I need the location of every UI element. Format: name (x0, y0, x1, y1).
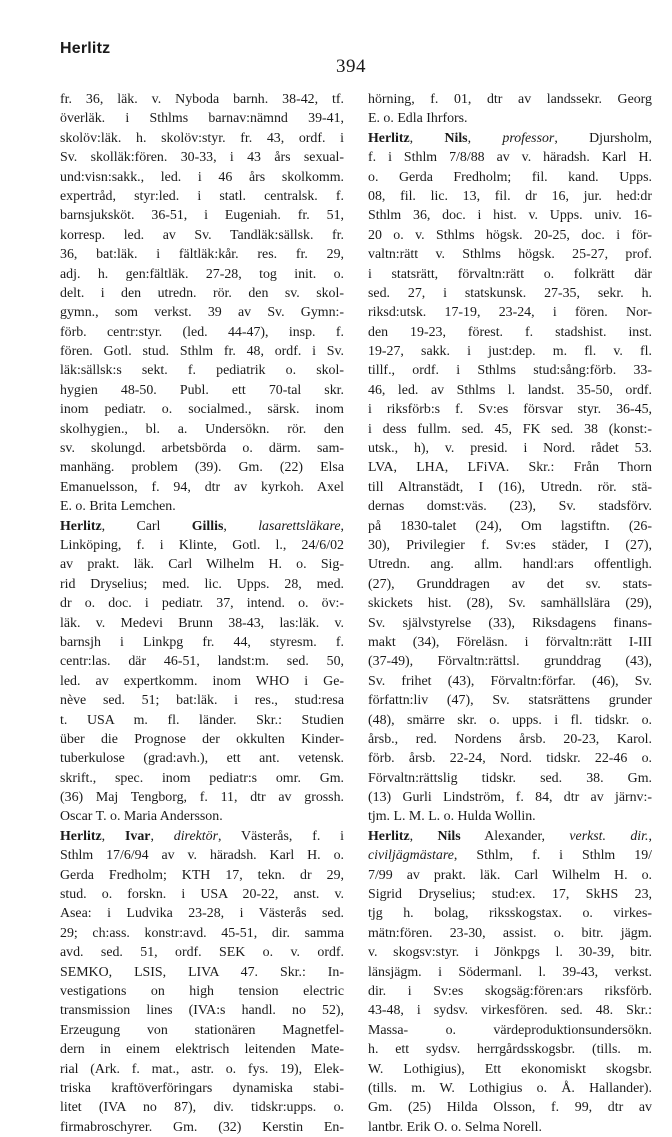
text-segment: barnsjh i Linkpg fr. 44, styresm. f. (60, 634, 344, 650)
text-segment: , Sthlm, f. i Sthlm 19/ (453, 848, 652, 864)
text-line (368, 614, 652, 633)
text-segment: 43-48, i sydsv. virkesfören. sed. 48. Skr.: (368, 1003, 652, 1019)
text-segment: Oscar T. o. Maria Andersson. (60, 809, 223, 825)
text-segment: tillf., ordf. i Sthlms stud:sång:förb. 33- (368, 363, 652, 379)
text-segment: Sv. självstyrelse (33), Riksdagens finans- (368, 615, 652, 631)
text-segment: , (223, 518, 259, 534)
text-line (368, 672, 652, 691)
text-segment: läk:sällsk:s sekt. f. pediatrik o. skol- (60, 363, 344, 379)
text-line (368, 536, 652, 555)
text-segment: länsjägm. i Södermanl. l. 39-43, verkst. (368, 964, 652, 980)
text-line (368, 1079, 652, 1098)
text-segment: , Carl (101, 518, 192, 534)
text-segment: über die Prognose der okkulten Kinder- (60, 731, 344, 747)
text-line (368, 226, 652, 245)
text-line (368, 1001, 652, 1020)
text-segment: Sigrid Dryselius; stud:ex. 17, SkHS 23, (368, 887, 652, 903)
text-segment: (13) Gurli Lindström, f. 84, dtr av järnv:- (368, 790, 652, 806)
text-segment: riksd:utsk. 17-19, 23-24, i fören. Nor- (368, 305, 652, 321)
text-segment: skrift., spec. inom pediatr:s omr. Gm. (60, 770, 344, 786)
text-line (368, 478, 652, 497)
text-line (60, 284, 344, 303)
text-segment: författn:liv (47), Sv. statsrättens grunder (368, 693, 652, 709)
text-line (368, 361, 652, 380)
text-segment: förb. årsb. 22-24, Nord. tidskr. 22-46 o. (368, 751, 652, 767)
text-segment: Linköping, f. i Klinte, Gotl. l., 24/6/02 (60, 537, 344, 553)
text-line (60, 1040, 344, 1059)
text-segment: , (409, 828, 438, 844)
text-line (368, 749, 652, 768)
text-line (60, 711, 344, 730)
text-line (368, 846, 652, 865)
text-line (60, 109, 344, 128)
entry-title: professor (502, 130, 555, 146)
text-segment: skolhygien., bl. a. Undersökn. rör. den (60, 421, 344, 437)
text-line (368, 497, 652, 516)
text-segment: h. ett sydsv. herrgårdsskogsbr. (tills. m. (368, 1042, 652, 1058)
text-line (368, 303, 652, 322)
text-line (60, 885, 344, 904)
entry-name: Nils (444, 130, 468, 146)
text-line (368, 807, 652, 826)
text-line (368, 420, 652, 439)
text-segment: i riksförb:s f. Sv:es försvar styr. 36-45, (368, 402, 652, 418)
text-segment: f. i Sthlm 7/8/88 av v. häradsh. Karl H. (368, 150, 652, 166)
text-segment: SEMKO, LSIS, LIVA 47. Skr.: In- (60, 964, 344, 980)
text-line (368, 575, 652, 594)
text-segment: 19-27, sakk. i just:dep. m. fl. v. fl. (368, 344, 652, 360)
text-segment: , (409, 130, 445, 146)
text-line (60, 1021, 344, 1040)
text-segment: Asea: i Ludvika 23-28, i Västerås sed. (60, 906, 344, 922)
text-line (60, 129, 344, 148)
text-line (368, 904, 652, 923)
text-segment: tjm. L. M. L. o. Hulda Wollin. (368, 809, 536, 825)
text-line (368, 400, 652, 419)
text-line (368, 323, 652, 342)
text-segment: rid Dryselius; med. lic. Upps. 28, med. (60, 576, 344, 592)
text-line (368, 458, 652, 477)
text-segment: tuberkulose (grad:avh.), ett ant. vetensk. (60, 751, 344, 767)
text-segment: , Västerås, f. i (218, 828, 344, 844)
text-line (368, 963, 652, 982)
text-segment: 36, bat:läk. i fältläk:kår. res. fr. 29, (60, 247, 344, 263)
text-segment: vestigations on high tension electric (60, 983, 344, 999)
text-line (60, 536, 344, 555)
entry-name: Ivar (124, 828, 151, 844)
text-segment: und:visn:sakk., led. i 46 års skolkomm. (60, 169, 344, 185)
text-segment: inom pediatr. o. socialmed., särsk. inom (60, 402, 344, 418)
text-line (368, 90, 652, 109)
text-segment: tjg h. bolag, riksskogstax. o. virkes- (368, 906, 652, 922)
text-segment: korresp. led. av Sv. Tandläk:sällsk. fr. (60, 227, 344, 243)
text-segment: firmabroschyrer. Gm. (32) Kerstin En- (60, 1119, 344, 1135)
text-segment: delt. i den utredn. rör. den sv. skol- (60, 285, 344, 301)
text-segment: stud. o. forskn. i USA 20-22, anst. v. (60, 887, 344, 903)
text-line (60, 672, 344, 691)
text-segment: fr. 36, läk. v. Nyboda barnh. 38-42, tf. (60, 92, 344, 107)
text-line (60, 303, 344, 322)
text-segment: rial (Ark. f. mat., astr. o. fys. 19), Elek- (60, 1061, 344, 1077)
entry-name: Herlitz (368, 130, 410, 146)
text-segment: lantbr. Erik O. o. Selma Norell. (368, 1119, 542, 1135)
text-line (368, 1098, 652, 1117)
text-line (60, 555, 344, 574)
text-line (368, 109, 652, 128)
text-line (60, 1098, 344, 1117)
text-line (60, 323, 344, 342)
text-line (368, 827, 652, 846)
text-segment: sed. 27, i statskunsk. 27-35, sekr. h. (368, 285, 652, 301)
entry-name: Nils (437, 828, 461, 844)
text-segment: (27), Grunddragen av det sv. stats- (368, 576, 652, 592)
text-segment: , (467, 130, 503, 146)
text-line (60, 904, 344, 923)
text-line (60, 439, 344, 458)
text-segment: (36) Maj Tengborg, f. 11, dtr av grossh. (60, 790, 344, 806)
text-line (60, 168, 344, 187)
text-line (60, 245, 344, 264)
text-line (368, 1040, 652, 1059)
text-line (60, 594, 344, 613)
text-segment: fören. Gotl. stud. Sthlm fr. 48, ordf. i Sv. (60, 344, 344, 360)
text-line (368, 129, 652, 148)
text-line (368, 245, 652, 264)
text-line (368, 924, 652, 943)
text-segment: o. Gerda Fredholm; fil. kand. Upps. (368, 169, 652, 185)
text-line (368, 1021, 652, 1040)
text-segment: , (340, 518, 344, 534)
text-line (60, 206, 344, 225)
entry-name: Herlitz (60, 518, 102, 534)
text-line (60, 827, 344, 846)
text-segment: i dess fullm. sed. 45, FK sed. 38 (konst:- (368, 421, 652, 437)
text-line (368, 148, 652, 167)
text-line (60, 963, 344, 982)
entry-title: lasarettsläkare (258, 518, 341, 534)
text-line (60, 769, 344, 788)
text-segment: på 1830-talet (24), Om lagstiftn. (26- (368, 518, 652, 534)
text-line (368, 730, 652, 749)
entry-title: direktör (173, 828, 218, 844)
entry-name: Herlitz (368, 828, 410, 844)
text-segment: hörning, f. 01, dtr av landssekr. Georg (368, 92, 652, 107)
entry-name: Herlitz (60, 828, 102, 844)
text-segment: Utredn. ang. allm. handl:ars offentligh. (368, 557, 652, 573)
text-segment: dir. i Sv:es skogsäg:fören:ars riksförb. (368, 983, 652, 999)
text-segment: nève sed. 51; bat:läk. i res., stud:resa (60, 693, 344, 709)
entry-name: Gillis (191, 518, 224, 534)
text-line (368, 187, 652, 206)
text-line (60, 226, 344, 245)
text-segment: läk. v. Medevi Brunn 38-43, las:läk. v. (60, 615, 344, 631)
text-segment: centr:las. där 46-51, landst:m. sed. 50, (60, 654, 344, 670)
text-segment: transmission lines (IVA:s handl. no 52), (60, 1003, 344, 1019)
text-line (368, 866, 652, 885)
text-segment: 46, led. av Sthlms l. landst. 35-50, ordf. (368, 382, 652, 398)
text-line (368, 943, 652, 962)
text-line (60, 614, 344, 633)
text-segment: skickets hist. (28), Sv. samhällslära (29), (368, 596, 652, 612)
text-segment: dern in einem elektrisch leitenden Mate- (60, 1042, 344, 1058)
text-segment: E. o. Brita Lemchen. (60, 499, 176, 515)
text-segment: (tills. m. W. Lothigius o. Å. Hallander). (368, 1080, 652, 1096)
text-line (368, 517, 652, 536)
text-segment: förb. centr:styr. (led. 44-47), insp. f. (60, 324, 344, 340)
text-segment: t. USA m. fl. länder. Skr.: Studien (60, 712, 344, 728)
running-head: Herlitz (60, 40, 111, 57)
text-line (368, 594, 652, 613)
text-segment: led. av expertkomm. inom WHO i Ge- (60, 673, 344, 689)
text-line (60, 866, 344, 885)
text-segment: gymn., som verkst. 39 av Sv. Gymn:- (60, 305, 344, 321)
text-line (60, 1060, 344, 1079)
text-segment: avd. sed. 51, ordf. SEK o. v. ordf. (60, 945, 344, 961)
text-line (368, 381, 652, 400)
text-line (60, 943, 344, 962)
text-line (368, 711, 652, 730)
entry-title: verkst. dir. (569, 828, 649, 844)
text-segment: Alexander, (460, 828, 570, 844)
text-line (60, 730, 344, 749)
text-segment: (48), smärre skr. o. upps. i fl. tidskr. o. (368, 712, 652, 728)
text-segment: , (150, 828, 174, 844)
text-segment: Massa- o. värdeproduktionsundersökn. (368, 1022, 652, 1038)
text-line (368, 555, 652, 574)
text-segment: skolöv:läk. h. skolöv:styr. fr. 43, ordf. i (60, 130, 344, 146)
text-segment: årsb., red. Nordens årsb. 20-23, Karol. (368, 731, 652, 747)
text-segment: Sv. skolläk:fören. 30-33, i 43 års sexual- (60, 150, 344, 166)
text-segment: mätn:fören. 23-30, assist. o. bitr. jägm. (368, 925, 652, 941)
text-line (60, 788, 344, 807)
text-line (60, 381, 344, 400)
text-line (368, 168, 652, 187)
text-segment: , (648, 828, 652, 844)
text-segment: , Djursholm, (554, 130, 653, 146)
text-segment: manhäng. problem (39). Gm. (22) Elsa (60, 460, 344, 476)
text-segment: valtn:rätt v. Sthlms högsk. 25-27, prof. (368, 247, 652, 263)
text-line (60, 1079, 344, 1098)
text-segment: av prakt. läk. Carl Wilhelm H. o. Sig- (60, 557, 344, 573)
text-segment: W. Lothigius), Ett ekonomiskt skogsbr. (368, 1061, 652, 1077)
text-line (60, 265, 344, 284)
text-line (368, 342, 652, 361)
text-line (60, 148, 344, 167)
text-line (60, 691, 344, 710)
text-segment: LVA, LHA, LFiVA. Skr.: Från Thorn (368, 460, 652, 476)
text-line (60, 924, 344, 943)
text-segment: 29; ch:ass. konstr:avd. 45-51, dir. samma (60, 925, 344, 941)
text-line (60, 575, 344, 594)
text-line (368, 1118, 652, 1137)
text-segment: expertråd, styr:led. i statl. centralsk. f. (60, 188, 344, 204)
text-segment: , (101, 828, 125, 844)
text-segment: 30), Privilegier f. Sv:es städer, I (27), (368, 537, 652, 553)
text-line (60, 982, 344, 1001)
text-line (368, 691, 652, 710)
text-line (60, 846, 344, 865)
text-segment: Gerda Fredholm; KTH 17, tekn. dr 29, (60, 867, 344, 883)
left-column (60, 90, 344, 1137)
text-segment: barnsjuksköt. 36-51, i Eugeniah. fr. 51, (60, 208, 344, 224)
text-line (60, 807, 344, 826)
text-line (60, 633, 344, 652)
text-segment: 7/99 av prakt. läk. Carl Wilhelm H. o. (368, 867, 652, 883)
text-segment: överläk. i Sthlms barnav:nämnd 39-41, (60, 111, 344, 127)
text-segment: litet (IVA no 87), div. tidskr:upps. o. (60, 1100, 344, 1116)
text-segment: i statsrätt, förvaltn:rätt o. folkrätt där (368, 266, 652, 282)
right-column (368, 90, 652, 1137)
text-line (368, 206, 652, 225)
text-line (60, 652, 344, 671)
text-line (368, 1060, 652, 1079)
text-line (60, 90, 344, 109)
text-line (60, 420, 344, 439)
text-segment: Sthlm 17/6/94 av v. häradsh. Karl H. o. (60, 848, 344, 864)
text-segment: den 19-23, förest. f. stadshist. inst. (368, 324, 652, 340)
text-line (60, 517, 344, 536)
text-line (368, 885, 652, 904)
text-segment: Sv. frihet (43), Förvaltn:förfar. (46), Sv. (368, 673, 652, 689)
text-segment: E. o. Edla Ihrfors. (368, 111, 468, 127)
text-line (60, 497, 344, 516)
text-segment: hygien 48-50. Publ. ett 70-tal skr. (60, 382, 344, 398)
text-segment: sv. skolungd. arbetsbörda o. därm. sam- (60, 441, 344, 457)
text-line (60, 187, 344, 206)
text-segment: triska kraftöverföringars dynamiska stabi- (60, 1080, 344, 1096)
text-segment: Sthlm 36, doc. i hist. v. Upps. univ. 16- (368, 208, 652, 224)
entry-title: civiljägmästare (368, 848, 454, 864)
page-number: 394 (336, 56, 366, 77)
text-line (60, 342, 344, 361)
text-line (60, 1118, 344, 1137)
text-segment: v. skogsv:styr. i Jönkpgs l. 30-39, bitr. (368, 945, 652, 961)
text-segment: 08, fil. lic. 13, fil. dr 16, jur. hed:dr (368, 188, 652, 204)
text-line (60, 749, 344, 768)
text-line (60, 458, 344, 477)
text-segment: Gm. (25) Hilda Olsson, f. 99, dtr av (368, 1100, 652, 1116)
text-line (368, 769, 652, 788)
text-line (368, 284, 652, 303)
text-line (60, 1001, 344, 1020)
text-line (60, 478, 344, 497)
text-line (368, 265, 652, 284)
text-segment: (37-49), Förvaltn:rättsl. grunddrag (43), (368, 654, 652, 670)
text-line (368, 982, 652, 1001)
text-segment: dernas domst:väs. (23), Sv. stadsförv. (368, 499, 652, 515)
text-segment: adj. h. gen:fältläk. 27-28, tog init. o. (60, 266, 344, 282)
text-segment: 20 o. v. Sthlms högsk. 20-25, doc. i för- (368, 227, 652, 243)
text-line (368, 652, 652, 671)
text-line (368, 633, 652, 652)
text-segment: dr o. doc. i pediatr. 37, intend. o. öv:- (60, 596, 344, 612)
text-line (368, 439, 652, 458)
text-segment: Emanuelsson, f. 94, dtr av kyrkoh. Axel (60, 479, 344, 495)
text-segment: utsk., h), v. presid. i Nord. rådet 53. (368, 441, 652, 457)
text-segment: Förvaltn:rättslig tidskr. sed. 38. Gm. (368, 770, 652, 786)
text-segment: makt (34), Föreläsn. i förvaltn:rätt I-III (368, 634, 652, 650)
text-line (368, 788, 652, 807)
text-segment: till Altranstädt, I (16), Utredn. rör. stä- (368, 479, 652, 495)
text-line (60, 361, 344, 380)
text-segment: Erzeugung von stationären Magnetfel- (60, 1022, 344, 1038)
text-line (60, 400, 344, 419)
